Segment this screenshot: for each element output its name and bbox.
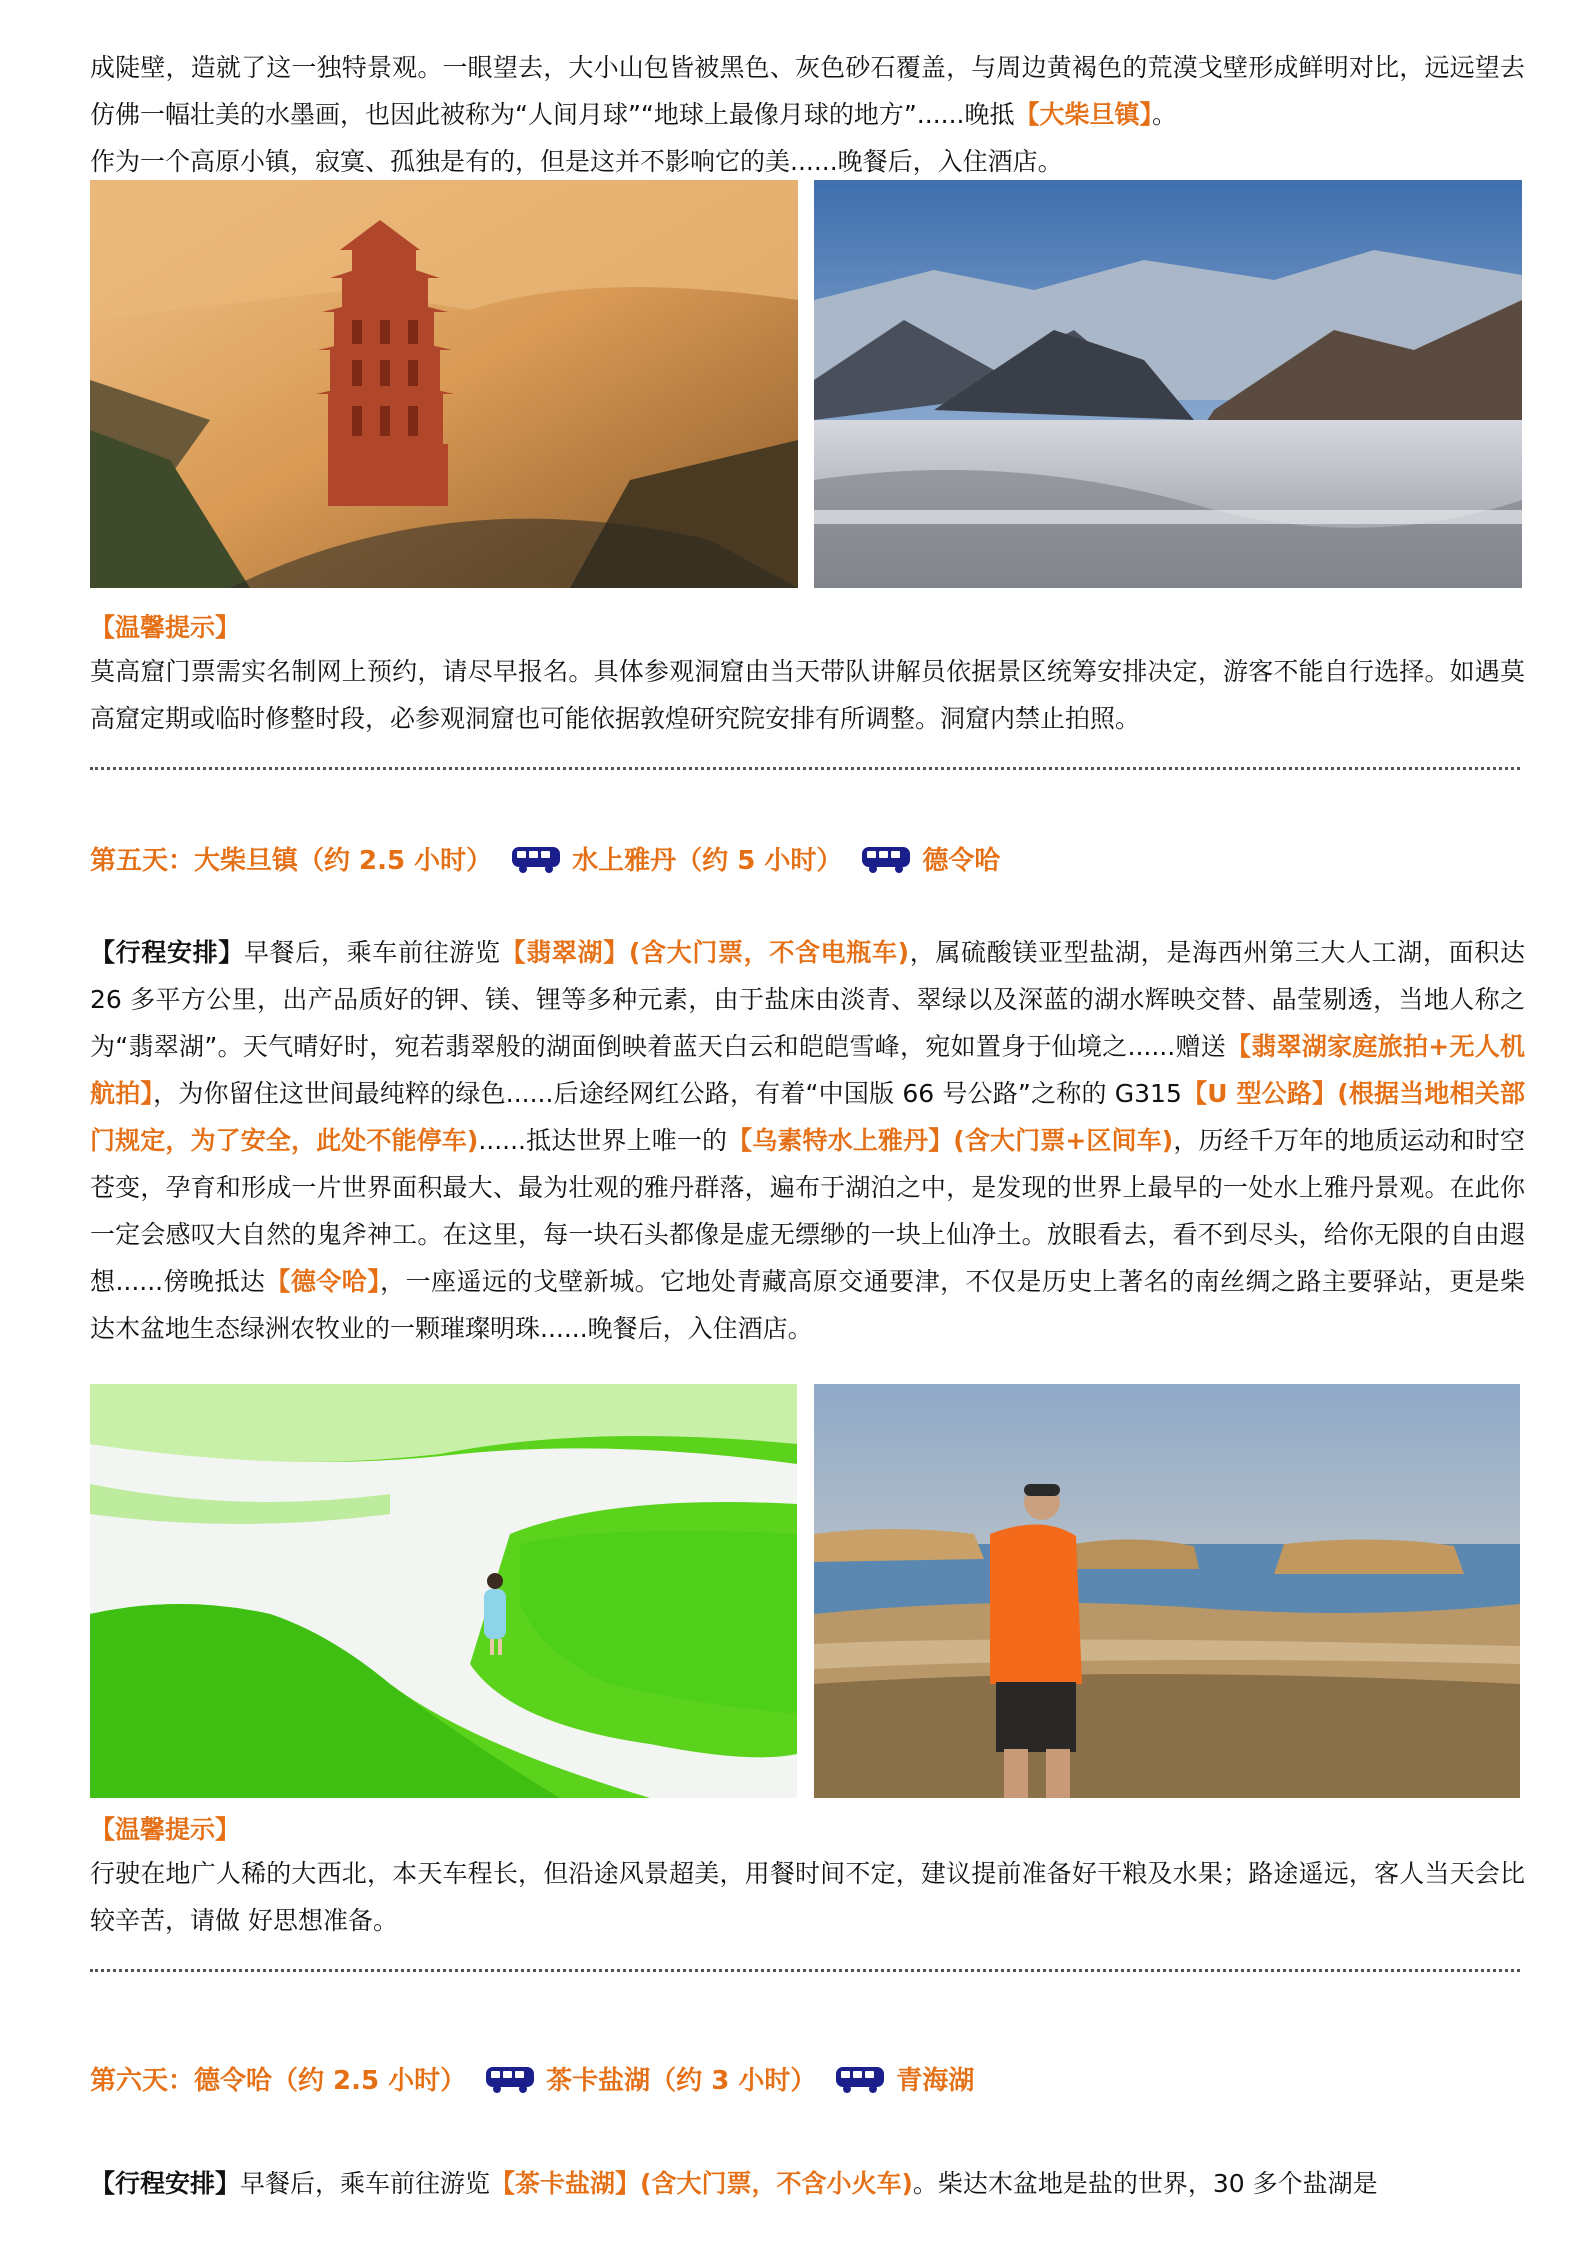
intro-end: 。 — [1152, 100, 1178, 129]
photo-service-highlight: 【翡翠湖家庭旅拍+无人机航拍】 — [90, 1032, 1525, 1108]
water-yardang-photo — [814, 1384, 1520, 1798]
tip-paragraph — [90, 648, 1525, 742]
itinerary-text: 。柴达木盆地是盐的世界，30 多个盐湖是 — [912, 2169, 1378, 2198]
dotted-divider — [90, 1969, 1520, 1972]
itinerary-text: ......抵达世界上唯一的 — [478, 1126, 728, 1155]
day6-itinerary — [90, 2160, 1525, 2207]
itinerary-text: 早餐后，乘车前往游览 — [243, 938, 501, 967]
itinerary-text: ，一座遥远的戈壁新城。它地处青藏高原交通要津，不仅是历史上著名的南丝绸之路主要驿站，更是柴达木盆地生态绿洲农牧业的一颗璀璨明珠......晚餐后，入住酒店。 — [90, 1267, 1525, 1343]
tip-title: 【温馨提示】 — [90, 613, 241, 642]
feicui-lake-highlight: 【翡翠湖】(含大门票，不含电瓶车) — [500, 938, 910, 967]
town-highlight: 【大柴旦镇】 — [1014, 100, 1153, 129]
day5-heading — [90, 840, 1000, 877]
bus-icon — [484, 2064, 536, 2094]
yardang-highlight: 【乌素特水上雅丹】(含大门票+区间车) — [727, 1126, 1174, 1155]
bus-icon — [834, 2064, 886, 2094]
emerald-lake-photo — [90, 1384, 797, 1798]
tip-paragraph — [90, 1850, 1525, 1944]
tip-title: 【温馨提示】 — [90, 1815, 241, 1844]
dotted-divider — [90, 767, 1520, 770]
intro-text-2: 作为一个高原小镇，寂寞、孤独是有的，但是这并不影响它的美......晚餐后，入住酒店。 — [90, 147, 1063, 176]
day6-title-mid: 茶卡盐湖（约 3 小时） — [546, 2066, 817, 2096]
chaka-lake-highlight: 【茶卡盐湖】(含大门票，不含小火车) — [490, 2169, 913, 2198]
day6-title-end: 青海湖 — [896, 2066, 975, 2096]
itinerary-label: 【行程安排】 — [90, 2169, 241, 2198]
day6-title-start: 第六天：德令哈（约 2.5 小时） — [90, 2066, 467, 2096]
day5-title-start: 第五天：大柴旦镇（约 2.5 小时） — [90, 846, 493, 876]
tip-text: 行驶在地广人稀的大西北，本天车程长，但沿途风景超美，用餐时间不定，建议提前准备好干粮及水果；路途遥远，客人当天会比较辛苦，请做 好思想准备。 — [90, 1859, 1525, 1935]
itinerary-text: 早餐后，乘车前往游览 — [240, 2169, 491, 2198]
day6-heading — [90, 2060, 974, 2097]
itinerary-text: ，属硫酸镁亚型盐湖，是海西州第三大人工湖，面积达 26 多平方公里，出产品质好的钾、镁、锂等多种元素，由于盐床由淡青、翠绿以及深蓝的湖水辉映交替、晶莹剔透，当地人称之为“翡翠湖”。天气晴好时，宛若翡翠般的湖面倒映着蓝天白云和皑皑雪峰，宛如置身于仙境之......赠送 — [90, 938, 1525, 1061]
day5-title-mid: 水上雅丹（约 5 小时） — [572, 846, 843, 876]
itinerary-text: ，历经千万年的地质运动和时空苍变，孕育和形成一片世界面积最大、最为壮观的雅丹群落，遍布于湖泊之中，是发现的世界上最早的一处水上雅丹景观。在此你一定会感叹大自然的鬼斧神工。在这里，每一块石头都像是虚无缥缈的一块上仙净土。放眼看去，看不到尽头，给你无限的自由遐想......傍晚抵达 — [90, 1126, 1525, 1296]
day5-title-end: 德令哈 — [922, 846, 1001, 876]
mountain-landscape-photo — [814, 180, 1522, 588]
delingha-highlight: 【德令哈】 — [265, 1267, 381, 1296]
mogao-caves-photo — [90, 180, 798, 588]
day5-itinerary — [90, 929, 1525, 1352]
bus-icon — [510, 844, 562, 874]
itinerary-text: ，为你留住这世间最纯粹的绿色......后途经网红公路，有着“中国版 66 号公路”之称的 G315 — [153, 1079, 1182, 1108]
bus-icon — [860, 844, 912, 874]
intro-paragraph — [90, 44, 1525, 185]
intro-text: 成陡壁，造就了这一独特景观。一眼望去，大小山包皆被黑色、灰色砂石覆盖，与周边黄褐色的荒漠戈壁形成鲜明对比，远远望去仿佛一幅壮美的水墨画，也因此被称为“人间月球”“地球上最像月球的地方”......晚抵 — [90, 53, 1525, 129]
tip-text: 莫高窟门票需实名制网上预约，请尽早报名。具体参观洞窟由当天带队讲解员依据景区统筹安排决定，游客不能自行选择。如遇莫高窟定期或临时修整时段，必参观洞窟也可能依据敦煌研究院安排有所调整。洞窟内禁止拍照。 — [90, 657, 1525, 733]
u-road-highlight: 【U 型公路】(根据当地相关部门规定，为了安全，此处不能停车) — [90, 1079, 1525, 1155]
itinerary-label: 【行程安排】 — [90, 938, 244, 967]
